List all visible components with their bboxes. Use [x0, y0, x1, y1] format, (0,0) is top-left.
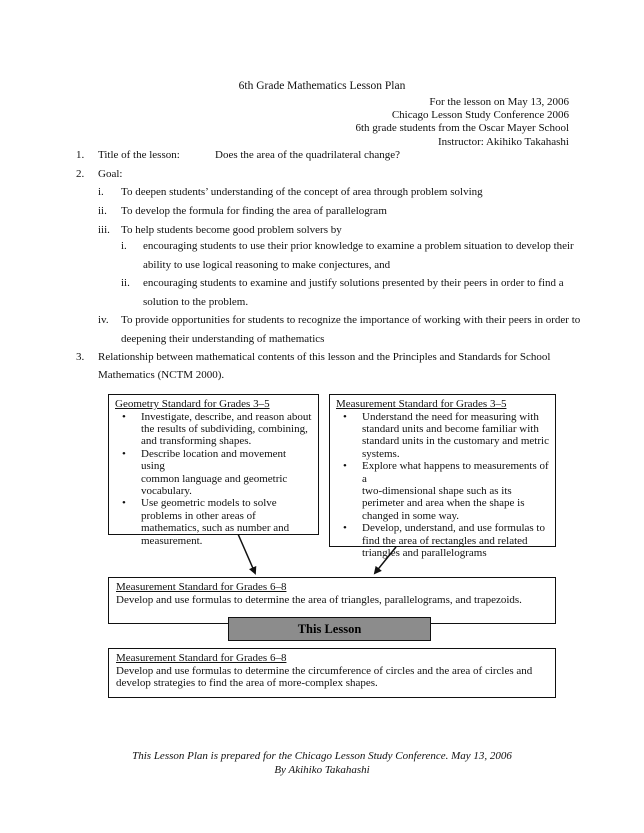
subgoal-1-text: encouraging students to use their prior knowledge to examine a problem situation to develop their	[143, 240, 574, 252]
measurement-bullet	[336, 411, 549, 461]
section-3-text-cont: Mathematics (NCTM 2000).	[98, 369, 225, 381]
geometry-standard-list	[115, 411, 312, 547]
bullet-line: and transforming shapes.	[141, 435, 252, 448]
bullet-line: standard units and become familiar with	[362, 422, 539, 435]
geometry-standard-box	[108, 394, 319, 547]
bullet-line: mathematics, such as number and	[141, 522, 290, 535]
geometry-bullet	[115, 411, 312, 448]
conference-name: Chicago Lesson Study Conference 2006	[391, 109, 569, 122]
bullet-line: Describe location and movement using	[141, 447, 287, 473]
bullet-line: find the area of rectangles and related	[362, 534, 528, 547]
goal-4-text-cont: deepening their understanding of mathematics	[121, 333, 325, 345]
bullet-line: Explore what happens to measurements of a	[362, 460, 549, 485]
bullet-line: the results of subdividing, combining,	[141, 422, 308, 435]
subgoal-2-text-cont: solution to the problem.	[143, 296, 249, 308]
page-title: 6th Grade Mathematics Lesson Plan	[238, 80, 406, 92]
bullet-line: Develop, understand, and use formulas to	[362, 522, 545, 535]
section-3-text: Relationship between mathematical contents of this lesson and the Principles and Standards for School	[98, 351, 551, 363]
students-info: 6th grade students from the Oscar Mayer School	[355, 122, 569, 135]
subgoal-1-text-cont: ability to use logical reasoning to make conjectures, and	[143, 259, 391, 271]
lesson-title: Does the area of the quadrilateral change?	[215, 149, 401, 161]
measurement-3-5-list	[336, 411, 549, 560]
bullet-line: Understand the need for measuring with	[362, 410, 539, 423]
footer	[0, 750, 644, 777]
subgoal-2-number: ii.	[121, 277, 130, 289]
bullet-line: Investigate, describe, and reason about	[141, 410, 312, 423]
geometry-bullet	[115, 448, 312, 498]
goal-4-number: iv.	[98, 314, 109, 326]
goal-1-number: i.	[98, 186, 104, 198]
measurement-bullet	[336, 460, 549, 522]
bullet-line: problems in other areas of	[141, 509, 256, 522]
section-2-number: 2.	[76, 168, 85, 180]
bullet-line: systems.	[362, 447, 400, 460]
subgoal-1-number: i.	[121, 240, 127, 252]
measurement-6-8-next-heading: Measurement Standard for Grades 6–8	[116, 652, 287, 664]
measurement-3-5-heading: Measurement Standard for Grades 3–5	[336, 398, 507, 410]
bullet-line: triangles and parallelograms	[362, 546, 487, 559]
measurement-6-8-next-box	[108, 648, 556, 698]
goal-3-number: iii.	[98, 224, 110, 236]
bullet-icon: •	[343, 522, 347, 535]
bullet-line: vocabulary.	[141, 484, 192, 497]
goal-2-text: To develop the formula for finding the area of parallelogram	[121, 205, 387, 217]
bullet-icon: •	[122, 497, 126, 510]
goal-2-number: ii.	[98, 205, 107, 217]
bullet-line: changed in some way.	[362, 509, 460, 522]
measurement-6-8-next-text-cont: develop strategies to find the area of more-complex shapes.	[116, 677, 378, 689]
this-lesson-label: This Lesson	[228, 617, 431, 641]
instructor-info: Instructor: Akihiko Takahashi	[437, 135, 569, 148]
bullet-line: common language and geometric	[141, 472, 288, 485]
bullet-line: perimeter and area when the shape is	[362, 497, 525, 510]
geometry-standard-heading: Geometry Standard for Grades 3–5	[115, 398, 270, 410]
lesson-date: For the lesson on May 13, 2006	[429, 96, 569, 108]
bullet-line: Use geometric models to solve	[141, 497, 277, 510]
measurement-6-8-next-text: Develop and use formulas to determine the circumference of circles and the area of circles and	[116, 664, 533, 677]
footer-line-1: This Lesson Plan is prepared for the Chicago Lesson Study Conference. May 13, 2006	[132, 750, 512, 762]
section-1-number: 1.	[76, 149, 85, 161]
bullet-icon: •	[122, 447, 126, 460]
footer-line-2: By Akihiko Takahashi	[274, 763, 370, 776]
section-2-label: Goal:	[98, 168, 123, 180]
bullet-icon: •	[122, 410, 126, 423]
goal-1-text: To deepen students’ understanding of the concept of area through problem solving	[121, 186, 483, 198]
measurement-3-5-box	[329, 394, 556, 559]
geometry-bullet	[115, 497, 312, 547]
measurement-bullet	[336, 522, 549, 559]
goal-4-text: To provide opportunities for students to recognize the importance of working with their peers in order to	[121, 314, 581, 326]
bullet-line: two-dimensional shape such as its	[362, 484, 512, 497]
bullet-icon: •	[343, 460, 347, 473]
measurement-6-8-heading: Measurement Standard for Grades 6–8	[116, 581, 287, 593]
bullet-icon: •	[343, 410, 347, 423]
subgoal-2-text: encouraging students to examine and justify solutions presented by their peers in order to find a	[143, 277, 564, 289]
measurement-6-8-text: Develop and use formulas to determine the area of triangles, parallelograms, and trapezoids.	[116, 593, 522, 606]
goal-3-text: To help students become good problem solvers by	[121, 224, 342, 236]
bullet-line: standard units in the customary and metric	[362, 435, 549, 448]
section-1-label: Title of the lesson:	[98, 149, 180, 161]
section-3-number: 3.	[76, 351, 85, 363]
bullet-line: measurement.	[141, 534, 203, 547]
